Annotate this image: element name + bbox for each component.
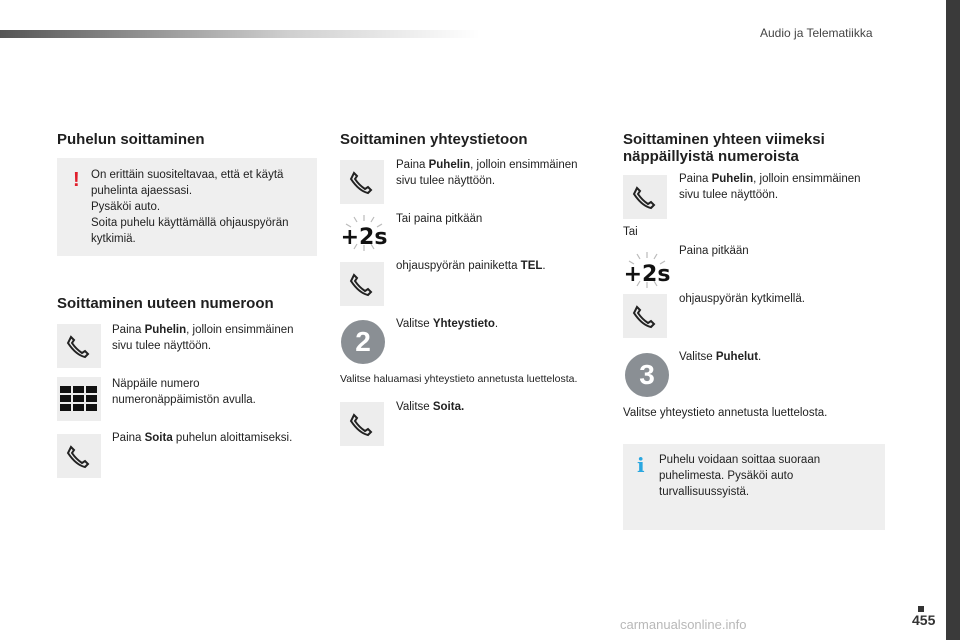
warning-line: Soita puhelu käyttämällä ohjauspyörän [91, 217, 289, 229]
step-text [679, 349, 761, 365]
phone-handset-icon [57, 324, 101, 368]
text-run-bold: TEL [520, 260, 543, 272]
phone-handset-icon [623, 175, 667, 219]
text-run: Paina [112, 432, 145, 444]
text-run: ohjauspyörän painiketta [396, 260, 521, 272]
text-line: Näppäile numero [112, 378, 200, 390]
warning-line: Pysäköi auto. [91, 201, 161, 213]
header-gradient-bar [0, 30, 480, 38]
phone-handset-icon [340, 160, 384, 204]
text-line: sivu tulee näyttöön. [679, 189, 779, 201]
title-line: näppäillyistä numeroista [623, 148, 799, 165]
step-text [112, 430, 292, 446]
or-text: Tai [623, 226, 638, 238]
step-text [396, 399, 464, 415]
warning-text [91, 167, 313, 247]
keypad-icon [57, 377, 101, 421]
info-line: puhelimesta. Pysäköi auto [659, 470, 794, 482]
step-text: ohjauspyörän kytkimellä. [679, 293, 805, 305]
section-title-calling: Puhelun soittaminen [57, 131, 205, 148]
text-run: Valitse [679, 351, 716, 363]
text-run: Valitse [396, 401, 433, 413]
text-run: . [758, 351, 762, 363]
warning-line: On erittäin suositeltavaa, että et käytä [91, 169, 284, 181]
press-2s-icon [338, 213, 390, 253]
info-icon: i [637, 453, 645, 477]
text-run: , jolloin ensimmäinen [186, 324, 294, 336]
exclamation-icon: ! [73, 169, 80, 191]
press-2s-icon [621, 250, 673, 290]
step-text [396, 258, 546, 274]
text-run-bold: Puhelin [144, 324, 187, 336]
text-run-bold: Puhelin [711, 173, 754, 185]
chapter-title: Audio ja Telematiikka [760, 26, 873, 40]
step-text [396, 316, 498, 332]
text-line: numeronäppäimistön avulla. [112, 394, 256, 406]
text-run-bold: Soita. [432, 401, 465, 413]
page-number: 455 [912, 612, 936, 628]
phone-handset-icon [340, 402, 384, 446]
text-run: , jolloin ensimmäinen [470, 159, 578, 171]
step-text [112, 376, 256, 408]
text-run: Paina [112, 324, 145, 336]
text-run-bold: Soita [144, 432, 173, 444]
step-text [679, 171, 861, 203]
phone-handset-icon [623, 294, 667, 338]
info-line: turvallisuussyistä. [659, 486, 750, 498]
step-text: Paina pitkään [679, 245, 749, 257]
step-text: Tai paina pitkään [396, 213, 483, 225]
text-run: Valitse [396, 318, 433, 330]
text-run-bold: Puhelin [428, 159, 471, 171]
text-run: . [542, 260, 546, 272]
text-run: , jolloin ensimmäinen [753, 173, 861, 185]
watermark: carmanualsonline.info [620, 617, 747, 632]
phone-handset-icon [57, 434, 101, 478]
step-badge-2: 2 [341, 320, 385, 364]
press-2s-label: +2s [623, 262, 671, 287]
step-text [112, 322, 294, 354]
text-run: Paina [679, 173, 712, 185]
warning-line: puhelinta ajaessasi. [91, 185, 193, 197]
text-line: sivu tulee näyttöön. [396, 175, 496, 187]
note-text: Valitse haluamasi yhteystieto annetusta luettelosta. [340, 373, 578, 385]
text-run-bold: Puhelut [715, 351, 759, 363]
note-text: Valitse yhteystieto annetusta luettelosta. [623, 407, 828, 419]
step-text [396, 157, 578, 189]
text-run: puhelun aloittamiseksi. [172, 432, 293, 444]
text-line: sivu tulee näyttöön. [112, 340, 212, 352]
text-run: . [494, 318, 499, 330]
info-text [659, 452, 877, 500]
step-badge-3: 3 [625, 353, 669, 397]
text-run: Paina [396, 159, 429, 171]
press-2s-label: +2s [340, 225, 388, 250]
page-edge-strip [946, 0, 960, 640]
info-line: Puhelu voidaan soittaa suoraan [659, 454, 821, 466]
section-title-new-number: Soittaminen uuteen numeroon [57, 295, 274, 312]
phone-handset-icon [340, 262, 384, 306]
text-run-bold: Yhteystieto [432, 318, 495, 330]
warning-line: kytkimiä. [91, 233, 136, 245]
section-title-contact: Soittaminen yhteystietoon [340, 131, 528, 148]
title-line: Soittaminen yhteen viimeksi [623, 131, 825, 148]
section-title-recent [623, 131, 825, 165]
